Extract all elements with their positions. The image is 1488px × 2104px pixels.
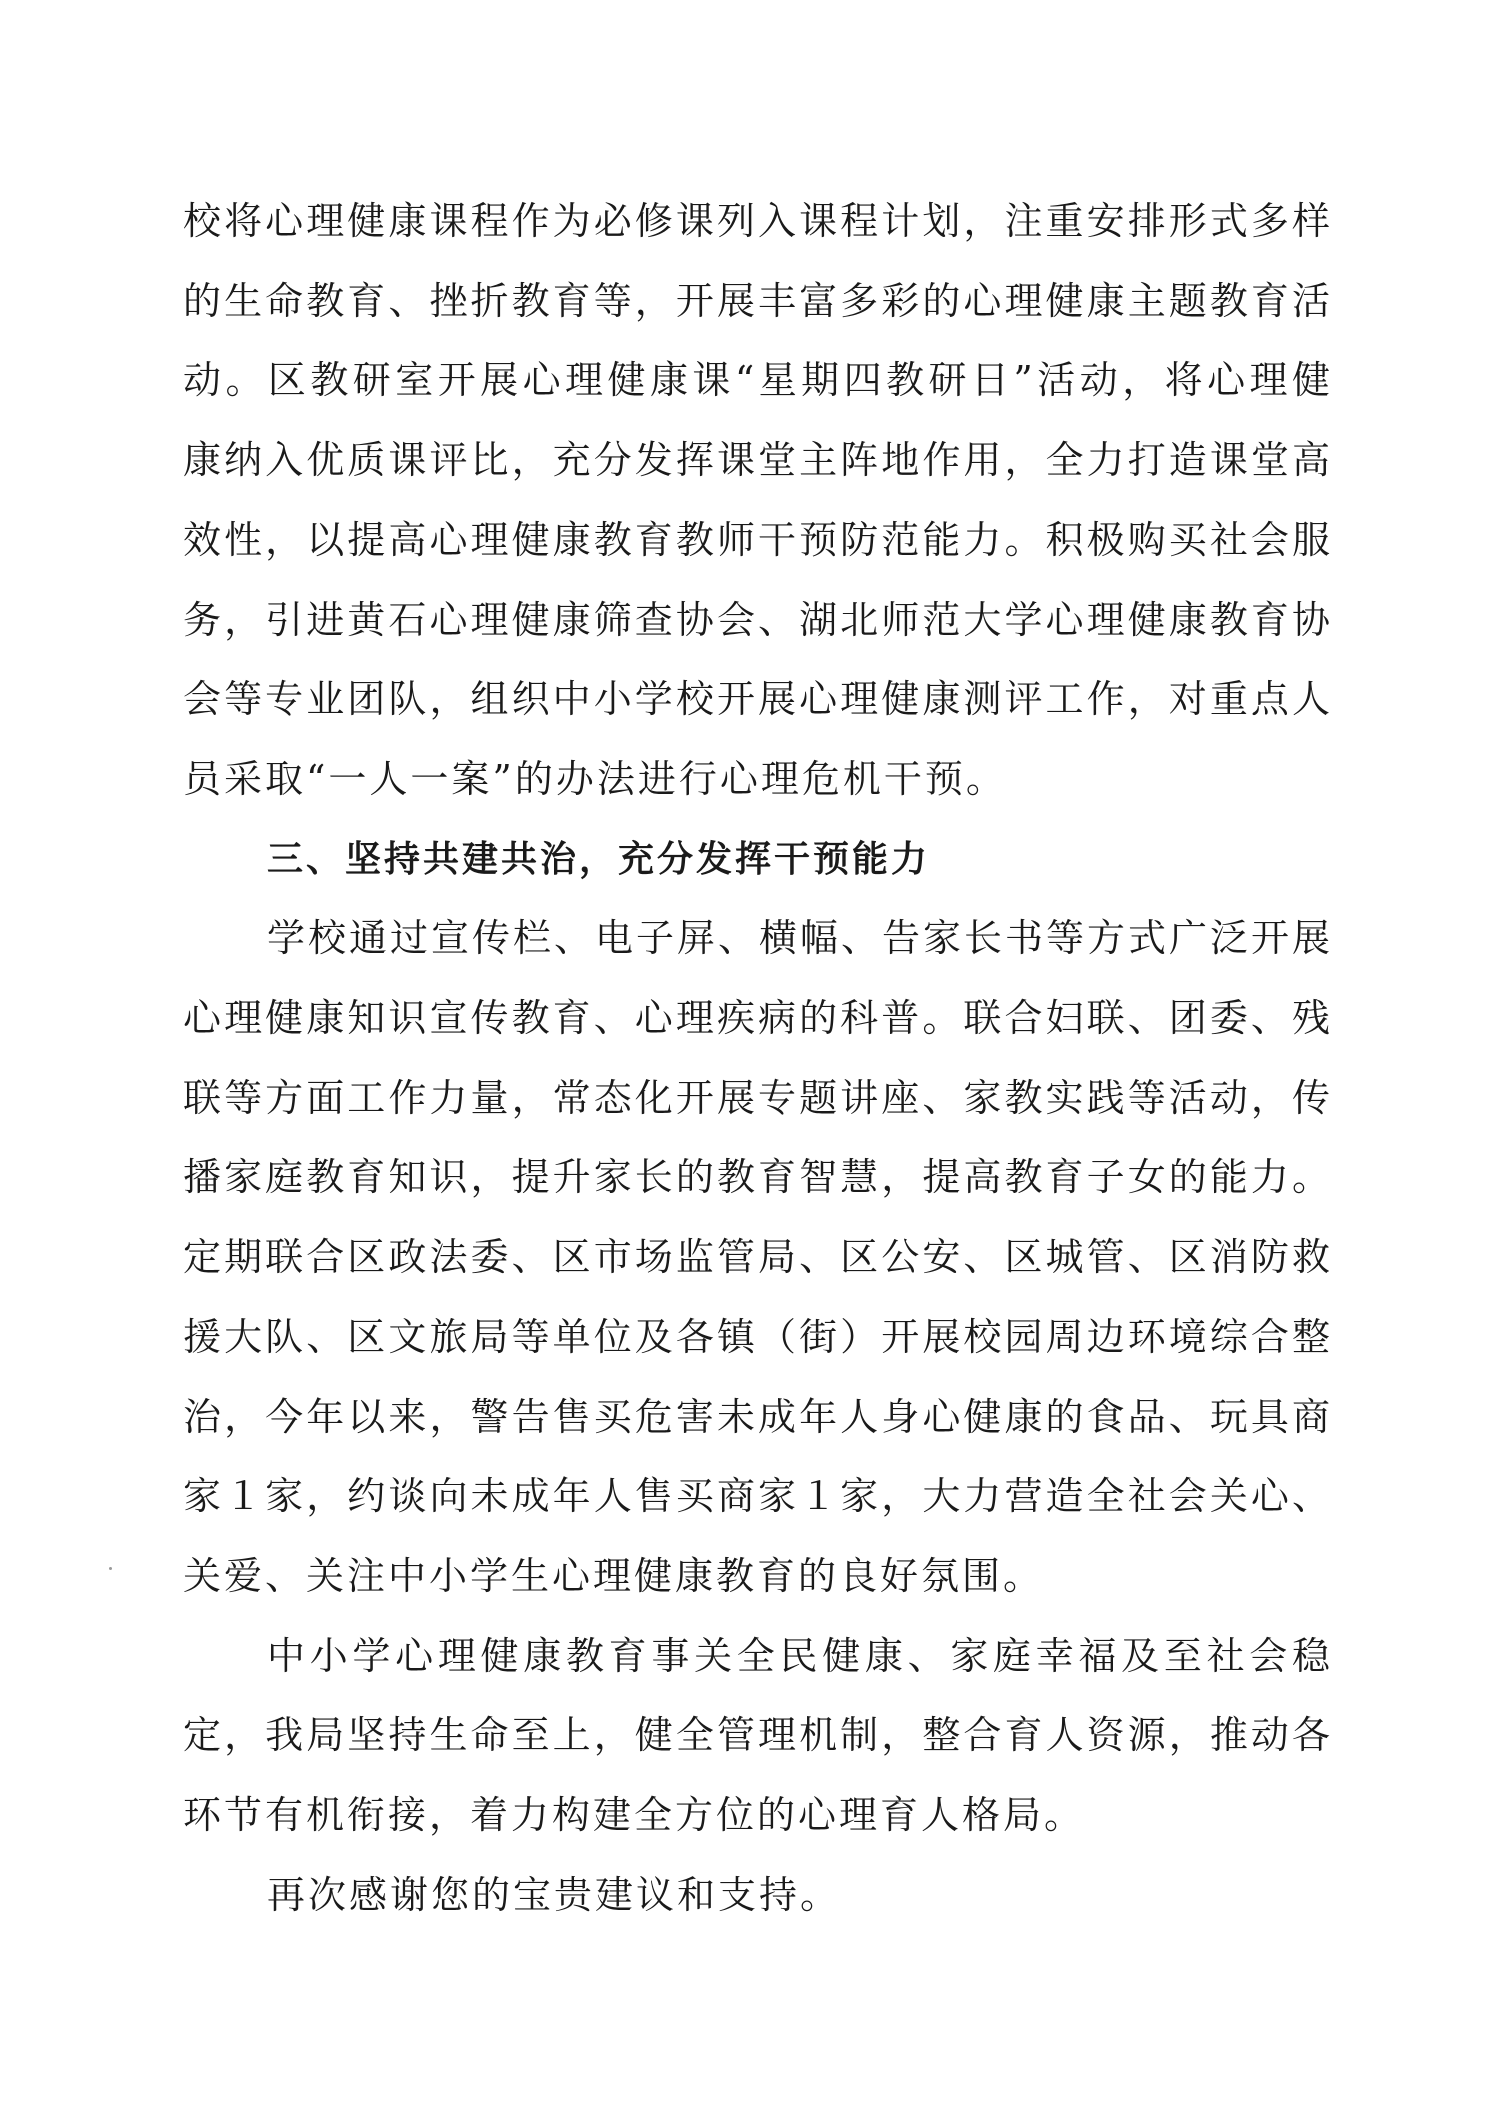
paragraph-continuation: 校将心理健康课程作为必修课列入课程计划，注重安排形式多样的生命教育、挫折教育等，开展丰富多彩的心理健康主题教育活动。区教研室开展心理健康课“星期四教研日”活动，将心理健康纳入优质课评比，充分发挥课堂主阵地作用，全力打造课堂高效性，以提高心理健康教育教师干预防范能力。积极购买社会服务，引进黄石心理健康筛查协会、湖北师范大学心理健康教育协会等专业团队，组织中小学校开展心理健康测评工作，对重点人员采取“一人一案”的办法进行心理危机干预。 — [183, 199, 1333, 801]
paragraph-publicity: 学校通过宣传栏、电子屏、横幅、告家长书等方式广泛开展心理健康知识宣传教育、心理疾病的科普。联合妇联、团委、残联等方面工作力量，常态化开展专题讲座、家教实践等活动，传播家庭教育知识，提升家长的教育智慧，提高教育子女的能力。定期联合区政法委、区市场监管局、区公安、区城管、区消防救援大队、区文旅局等单位及各镇（街）开展校园周边环境综合整治，今年以来，警告售买危害未成年人身心健康的食品、玩具商家１家，约谈向未成年人售买商家１家，大力营造全社会关心、关爱、关注中小学生心理健康教育的良好氛围。 — [183, 916, 1334, 1598]
section-heading-3: 三、坚持共建共治，充分发挥干预能力 — [267, 838, 931, 880]
document-body — [183, 182, 1333, 1935]
paragraph-summary: 中小学心理健康教育事关全民健康、家庭幸福及至社会稳定，我局坚持生命至上，健全管理机制，整合育人资源，推动各环节有机衔接，着力构建全方位的心理育人格局。 — [183, 1633, 1333, 1838]
scan-speck — [109, 1567, 112, 1570]
paragraph-thanks: 再次感谢您的宝贵建议和支持。 — [267, 1872, 842, 1917]
